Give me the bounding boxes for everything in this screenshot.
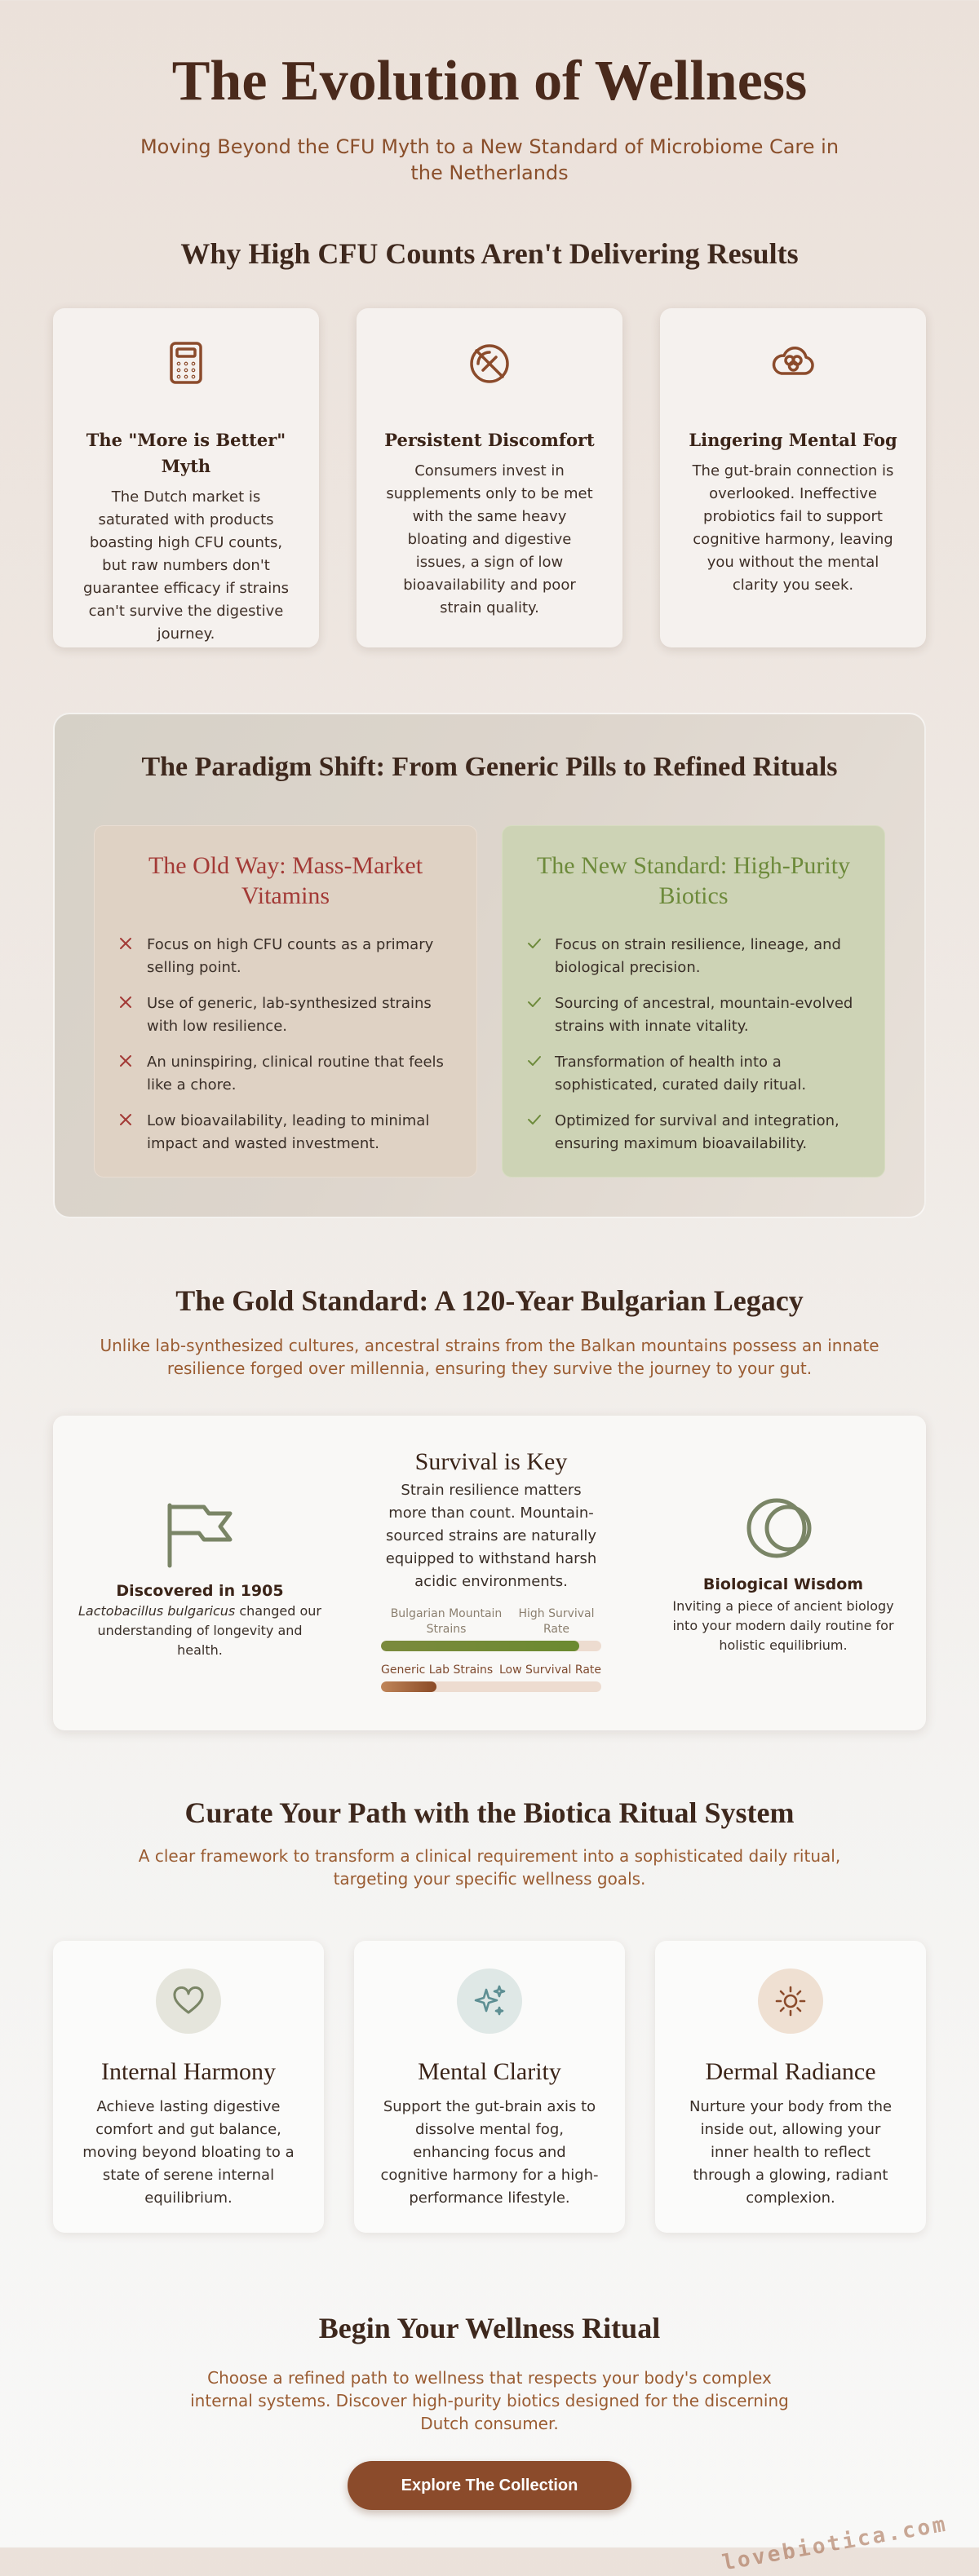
ritual-card-text: Support the gut-brain axis to dissolve mental fog, enhancing focus and cognitive harmony for a high-performance lifestyle.: [380, 2098, 599, 2207]
problem-card-myth: [53, 308, 319, 647]
cross-icon: [119, 996, 132, 1009]
check-icon: [527, 996, 542, 1009]
brain-cloud-icon: [770, 341, 816, 378]
cross-icon: [119, 1113, 132, 1126]
rings-icon: [746, 1494, 821, 1562]
new-standard-item: Focus on strain resilience, lineage, and biological precision.: [527, 934, 860, 979]
ritual-card-text: Achieve lasting digestive comfort and gut balance, moving beyond bloating to a state of serene internal equilibrium.: [82, 2098, 295, 2207]
calculator-icon: [168, 341, 204, 385]
new-standard-title: The New Standard: High-Purity Biotics: [536, 852, 851, 909]
hero-section: [0, 0, 979, 186]
survival-bar-low: [381, 1681, 436, 1692]
bar-label: Generic Lab Strains: [381, 1664, 494, 1677]
check-icon: [527, 1113, 542, 1126]
survival-bars: [381, 1606, 601, 1692]
old-way-title: The Old Way: Mass-Market Vitamins: [148, 852, 423, 909]
problem-cards: [53, 308, 926, 647]
ritual-lead: A clear framework to transform a clinical requirement into a sophisticated daily ritual, targeting your specific wellness goals.: [138, 1846, 841, 1889]
legacy-panel: [53, 1416, 926, 1730]
ritual-card-text: Nurture your body from the inside out, allowing your inner health to reflect through a glowing, radiant complexion.: [689, 2098, 893, 2207]
wisdom-text: Inviting a piece of ancient biology into your modern daily routine for holistic equilibrium.: [672, 1598, 894, 1653]
problem-card-discomfort: [357, 308, 622, 647]
sparkles-icon: [472, 1983, 507, 2019]
problem-card-title: Persistent Discomfort: [384, 430, 595, 450]
wisdom-block: [667, 1494, 900, 1655]
site-watermark: lovebiotica.com: [720, 2512, 950, 2576]
ritual-card-radiance: [655, 1941, 926, 2233]
ritual-card-harmony: [53, 1941, 324, 2233]
cross-icon: [119, 1054, 132, 1067]
survival-block: [381, 1448, 601, 1692]
gold-lead: Unlike lab-synthesized cultures, ancestral strains from the Balkan mountains possess an innate resilience forged over millennia, ensuring they survive the journey to your gut.: [100, 1336, 879, 1378]
survival-bar-high: [381, 1641, 579, 1651]
icon-circle: [457, 1968, 522, 2034]
ritual-section: [0, 1796, 979, 2233]
problem-card-fog: [660, 308, 926, 647]
bar-label: Bulgarian Mountain Strains: [390, 1607, 503, 1636]
icon-circle: [156, 1968, 221, 2034]
new-standard-item: Sourcing of ancestral, mountain-evolved strains with innate vitality.: [527, 992, 860, 1038]
check-icon: [527, 937, 542, 950]
old-way-item: An uninspiring, clinical routine that feels like a chore.: [119, 1051, 452, 1097]
paradigm-section: [53, 713, 926, 1218]
old-way-item: Focus on high CFU counts as a primary selling point.: [119, 934, 452, 979]
paradigm-title: The Paradigm Shift: From Generic Pills to Refined Rituals: [141, 752, 838, 782]
problem-card-text: The Dutch market is saturated with products boasting high CFU counts, but raw numbers don't guarantee efficacy if strains can't survive the digestive journey.: [82, 488, 290, 643]
problem-card-text: Consumers invest in supplements only to be met with the same heavy bloating and digestive issues, a sign of low bioavailability and poor strain quality.: [386, 462, 593, 616]
old-way-item: Use of generic, lab-synthesized strains with low resilience.: [119, 992, 452, 1038]
gold-title: The Gold Standard: A 120-Year Bulgarian Legacy: [175, 1284, 804, 1317]
comparison: [94, 825, 885, 1178]
discovery-title: Discovered in 1905: [116, 1582, 284, 1600]
gold-standard-section: [0, 1284, 979, 1730]
flag-icon: [165, 1500, 235, 1569]
check-icon: [527, 1054, 542, 1067]
cta-lead: Choose a refined path to wellness that respects your body's complex internal systems. Discover high-purity biotics designed for the discerning Dutch consumer.: [190, 2368, 789, 2433]
bar-value-label: High Survival Rate: [518, 1607, 595, 1636]
ritual-card-title: Dermal Radiance: [705, 2058, 876, 2085]
ritual-cards: [53, 1941, 926, 2233]
ritual-title: Curate Your Path with the Biotica Ritual System: [184, 1796, 795, 1829]
heart-icon: [172, 1986, 205, 2016]
old-way-item: Low bioavailability, leading to minimal impact and wasted investment.: [119, 1110, 452, 1155]
new-standard-item: Optimized for survival and integration, ensuring maximum bioavailability.: [527, 1110, 860, 1155]
cta-title: Begin Your Wellness Ritual: [318, 2312, 661, 2344]
why-section: [0, 236, 979, 647]
survival-title: Survival is Key: [414, 1448, 568, 1475]
cta-section: [0, 2311, 979, 2510]
why-title: Why High CFU Counts Aren't Delivering Results: [180, 237, 799, 270]
survival-text: Strain resilience matters more than count. Mountain-sourced strains are naturally equipped to withstand harsh acidic environments.: [385, 1482, 597, 1590]
new-standard-column: [502, 825, 885, 1178]
ritual-card-clarity: [354, 1941, 625, 2233]
problem-card-title: The "More is Better" Myth: [86, 430, 286, 476]
old-way-column: [94, 825, 477, 1178]
discovery-block: [78, 1500, 322, 1660]
problem-card-text: The gut-brain connection is overlooked. Ineffective probiotics fail to support cognitive harmony, leaving you without the mental clarity you seek.: [692, 462, 894, 594]
survival-bar-track: [381, 1641, 601, 1651]
bar-value-label: Low Survival Rate: [498, 1664, 601, 1677]
problem-card-title: Lingering Mental Fog: [689, 430, 897, 450]
cross-icon: [119, 937, 132, 950]
pill-off-icon: [467, 341, 512, 387]
ritual-card-title: Mental Clarity: [418, 2058, 561, 2085]
discovery-text: Lactobacillus bulgaricus changed our understanding of longevity and health.: [78, 1603, 321, 1658]
page-title: The Evolution of Wellness: [171, 50, 808, 113]
icon-circle: [758, 1968, 823, 2034]
survival-bar-track: [381, 1681, 601, 1692]
ritual-card-title: Internal Harmony: [100, 2058, 277, 2085]
sun-icon: [774, 1985, 807, 2017]
hero-subtitle: Moving Beyond the CFU Myth to a New Standard of Microbiome Care in the Netherlands: [140, 135, 839, 184]
wisdom-title: Biological Wisdom: [702, 1575, 864, 1593]
explore-collection-button[interactable]: Explore The Collection: [348, 2461, 631, 2510]
new-standard-item: Transformation of health into a sophisticated, curated daily ritual.: [527, 1051, 860, 1097]
